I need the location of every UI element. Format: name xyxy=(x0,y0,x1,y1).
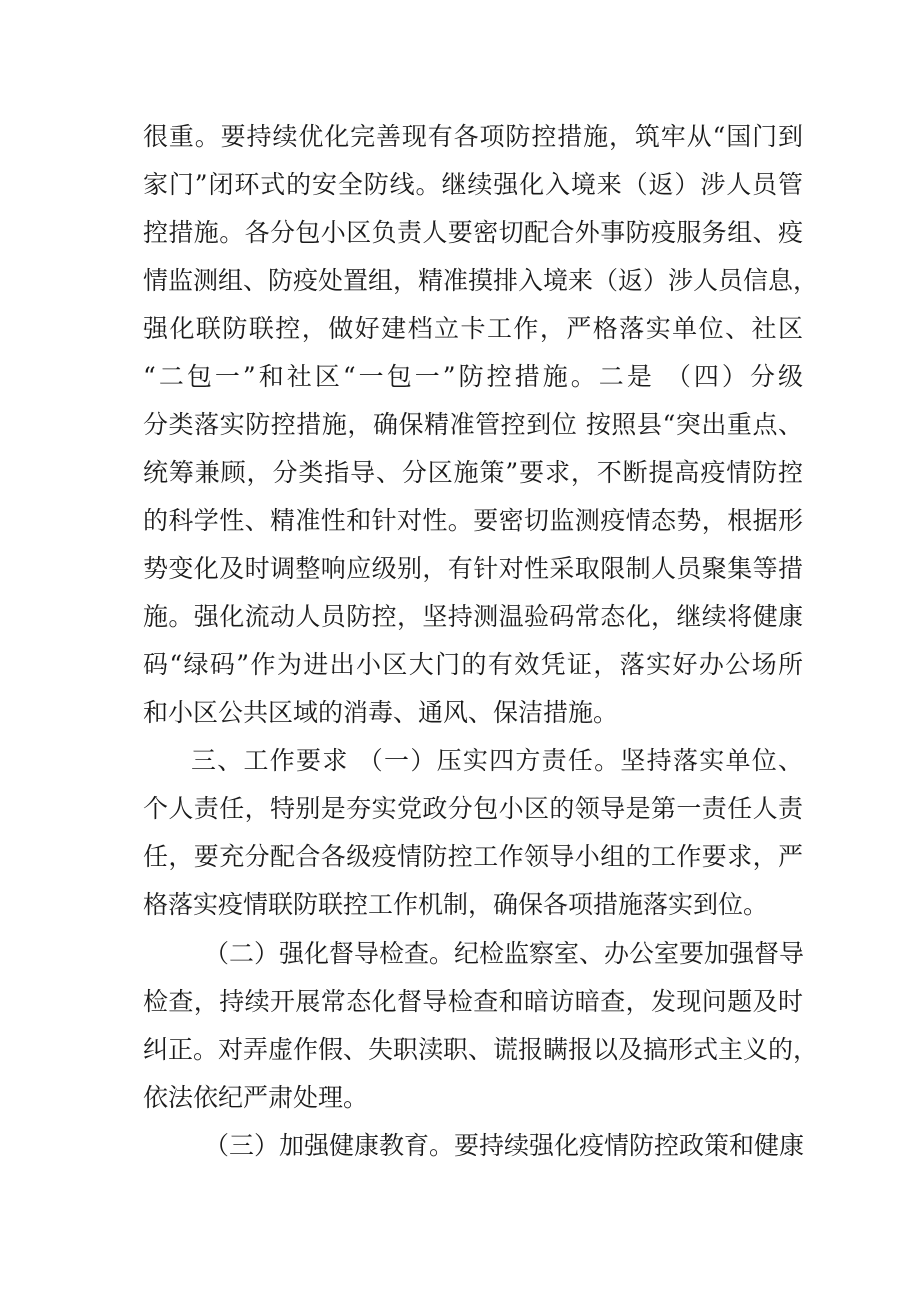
text-line: 分类落实防控措施，确保精准管控到位 按照县“突出重点、 xyxy=(143,410,803,439)
text-line: “二包一”和社区“一包一”防控措施。二是 （四）分级 xyxy=(143,362,803,391)
text-line: 情监测组、防疫处置组，精准摸排入境来（返）涉人员信息， xyxy=(143,266,819,295)
text-line: 个人责任，特别是夯实党政分包小区的领导是第一责任人责 xyxy=(143,794,803,823)
section-heading-line: 三、工作要求 （一）压实四方责任。坚持落实单位、 xyxy=(191,746,803,775)
text-line: 任，要充分配合各级疫情防控工作领导小组的工作要求，严 xyxy=(143,842,803,871)
text-line: 检查，持续开展常态化督导检查和暗访暗查，发现问题及时 xyxy=(143,987,803,1016)
text-line: 施。强化流动人员防控，坚持测温验码常态化，继续将健康 xyxy=(143,602,803,631)
text-line: 码“绿码”作为进出小区大门的有效凭证，落实好办公场所 xyxy=(143,650,803,679)
text-line: 强化联防联控，做好建档立卡工作，严格落实单位、社区 xyxy=(143,314,803,343)
paragraph-start-line: （二）强化督导检查。纪检监察室、办公室要加强督导 xyxy=(204,939,805,968)
paragraph-start-line: （三）加强健康教育。要持续强化疫情防控政策和健康 xyxy=(204,1131,805,1160)
text-line: 依法依纪严肃处理。 xyxy=(143,1083,369,1112)
text-line: 家门”闭环式的安全防线。继续强化入境来（返）涉人员管 xyxy=(143,170,803,199)
text-line: 控措施。各分包小区负责人要密切配合外事防疫服务组、疫 xyxy=(143,218,803,247)
text-line: 纠正。对弄虚作假、失职渎职、谎报瞒报以及搞形式主义的， xyxy=(143,1035,819,1064)
text-line: 和小区公共区域的消毒、通风、保洁措施。 xyxy=(143,698,619,727)
text-line: 的科学性、精准性和针对性。要密切监测疫情态势，根据形 xyxy=(143,506,803,535)
text-line: 格落实疫情联防联控工作机制，确保各项措施落实到位。 xyxy=(143,890,769,919)
text-line: 势变化及时调整响应级别，有针对性采取限制人员聚集等措 xyxy=(143,554,803,583)
text-line: 统筹兼顾，分类指导、分区施策”要求，不断提高疫情防控 xyxy=(143,458,803,487)
text-line: 很重。要持续优化完善现有各项防控措施，筑牢从“国门到 xyxy=(143,122,803,151)
